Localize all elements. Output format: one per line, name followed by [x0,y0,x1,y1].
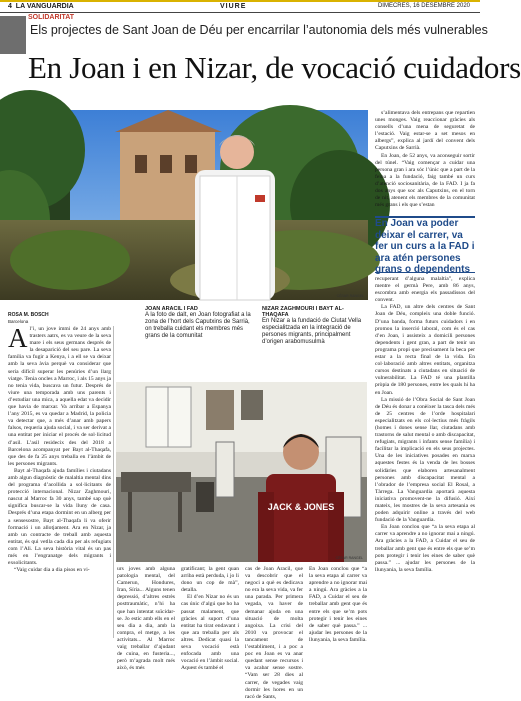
shirt-text: JACK & JONES [267,502,335,512]
caption-nizar [262,306,370,346]
right-para-2: En Joan, de 52 anys, va aconseguir sortir del túnel. “Vaig començar a cuidar una persona gran i ara sóc l’únic que a part de la feina a la fundació, faig també un curs d’atenció sociosanitària, de la FAD. I ja fa dos anys que soc als Caputxins, en el torn de nit, atenent els membres de la comunitat més grans i els que s’estan [375,152,475,209]
right-column-top [375,110,475,214]
body-column-4 [245,566,303,700]
top-accent-line [0,0,480,2]
drop-cap: A [8,323,28,353]
caption-joan-body: A la foto de dalt, en Joan fotografiat a la zona de l’hort dels Caputxins de Sarrià, on treballa cuidant els membres més grans de la comunitat [145,312,251,339]
folio-page [8,3,74,10]
body-para-5: gratificant; la gent quan arriba està perduda, i jo li dono un cop de mà”, detalla. [181,566,239,594]
caption-nizar-title: NIZAR ZAGHMOURI I BAYT AL-THAQAFA [262,306,344,318]
page-number: 4 [8,3,12,10]
photo-joan-illustration [0,110,368,300]
body-column-5 [309,566,367,643]
body-para-2: Bayt al-Thaqafa ajuda famílies i ciutadans amb algun diagnòstic de malaltia mental dins del programa d’acollida a sol·licitants de protecció internacional. Nizar Zaghmouri, nascut al Marroc fa 30 anys, també sap què significa buscar-se la vida lluny de casa. Després d’una etapa dormint en un alberg per a sensesostre, Bayt al-Thaqafa li va oferir formació i un allotjament. Ara en Nizar, ja amb un contracte de treball amb aquesta entitat, és qui vetlla cada dia per als refugiats com l’Ali. La seva història vital és un pas més en l’engranatge dels migrants i exsolicitants. [8,467,111,567]
body-para-1: l’i, un jove immi de 24 anys amb trasters aatrs, es va veure de la seva mare i els seus germans després de la desaparició del seu pare. La seva família va fugir a Kenya, i a ell se va deixar amb la seva àvia perquè va considerar que seria difícil superar les penúries d’un llarg viatge. Tenia oncles a Marroc, i als 15 anys ja no tenia vida, buscava un futur. Després de viure una temporada amb uns parents i d’estudiar una mica, a aquella edat va decidir que havia de marxar. Va arribar a Espanya l’any 2015, es va quedar a Madrid, la policia va detectar que, a més d’anar amb papers falsos, requeria ajuda social, i va ser derivat a una entitat per iniciar el procés de sol·licitud d’asil. L’asil residecix des del 2018 a Barcelona acompanyat per Bayt al-Thaqafa, que des de fa 25 anys treballa en l’àmbit de les persones migrants. [8,326,111,467]
body-column-1 [8,323,111,638]
right-para-5: La missió de l’Obra Social de Sant Joan de Déu és donar a conèixer la tasca dels més de 25 centres de l’orde hospitalari especialitzats en els col·lectius més fràgils (homes i dones sense llar, ciutadans amb trastorns de salut mental o amb discapacitat, refugiats, migrants i infants sense família) i facilitar la implicació en els seus projectes. Una de les iniciatives posades en marxa aquestes festes és la venda de les bosses solidàries que elaboren artesanalment persones amb discapacitat mental a l’obrador de l’empresa social El Rosal, a Tàrrega. La Vanguardia aportarà aquesta iniciativa promovent-ne la difusió. Així mateix, les mostres de la seva artesania es poden adquirir online a través del web fundació de la Vanguardia. [375,396,475,524]
caption-joan-title: JOAN ARACIL I FAD [145,306,198,312]
body-para-7: cas de Joan Aracil, que va descobrir que el negoci a què es dedicava no era la seva vida, va fer una parada. Per primera vegada, va haver de demanar ajuda en una situació de molta angoixa. La crisi del 2010 va provocar el tancament de l’establiment, i a poc a poc en Joan es va anar quedant sense recursos i va acabar sense sostre. “Vam ser 28 dies al carrer, de vegades vaig dormir les hores en un racó de Sants, [245,566,303,700]
byline-place: Barcelona [8,319,29,324]
body-para-3: “Vaig cuidar dia a dia pisos en vi- [14,567,90,574]
pull-quote: En Joan va poder deixar el carrer, va fer un curs a la FAD i ara atén persones grans o dependents [375,218,475,275]
right-para-6: En Joan conclou que “a la seva etapa al carrer va aprendre a no ignorar mai a ningú. Ara gràcies a la FAD, a Cuidar el seu de treballar amb gent que és entre els que se’m pots protegir i tenir les eines de saber què passa.” ... ajudar les persones de la llunyania, la seva família. [375,524,475,573]
body-para-6: El d’en Nizar no és un cas únic d’algú que ho ha passat malament, que gràcies al suport d’una entitat ha tirat endavant i que ara treballa per als altres. Dedicat quasi la seva vocació està enfocada amb una vocació en l’àmbit social. Aquest és també el [181,594,239,672]
photo-joan-garden [0,110,368,300]
pull-quote-rule-bottom [375,272,475,273]
folio-date: DIMECRES, 16 DESEMBRE 2020 [377,3,470,9]
article-subtitle: Els projectes de Sant Joan de Déu per encarrilar l’autonomia dels més vulnerables [30,23,488,37]
body-para-4: urs joves amb alguna patologia mental, del Camerun, Hondures, Iran, Síria... Alguns tenen depressió, d’altres estrès posttraumàtic, n’hi ha que han intentat suïcidar-se. Jo estic amb ells en el seu dia a dia, amb la compra, el metge, a les activitats... Al Marroc vaig treballar d’ajudant de cuina, en fusteria..., però m’agrada molt més això, és més [117,566,175,672]
caption-joan [145,306,253,340]
body-para-8: En Joan conclou que “a la seva etapa al carrer va aprendre a no ignorar mai a ningú. Ara gràcies a la FAD, a Cuidar el seu de treballar amb gent que és entre els que se’m pots protegir i tenir les eines de saber què passa.” ... ajudar les persones de la llunyania, la seva família. [309,566,367,643]
photo-nizar-illustration [116,382,367,562]
section-label: SOLIDARITAT [28,14,75,21]
body-column-3 [181,566,239,672]
byline-author: ROSA M. BOSCH [8,312,49,318]
photo-nizar-room [116,382,367,562]
gray-corner-block [0,16,26,54]
photo-top-credit: CÉSAR RANGEL [336,294,364,298]
right-column-bottom [375,276,475,638]
photo-bottom-credit: CÉSAR RANGEL [335,556,363,560]
article-headline: En Joan i en Nizar, de vocació cuidadors [28,50,521,85]
paper-name: LA VANGUARDIA [15,3,74,10]
right-para-3: recuperant d’alguna malaltia”, explica mentre el germà Pere, amb 86 anys, escombra amb energia els passadissos del convent. [375,276,475,304]
right-para-1: s’alimentava dels entrepans que repartien unes monges. Vaig reaccionar gràcies als consells d’una mena de seguretat de l’estació. Vaig estar-se a set mesos en albergs”, explica al jardí del convent dels Caputxins de Sarrià. [375,110,475,152]
body-column-2 [117,566,175,672]
folio-rule [0,12,480,13]
column-rule [113,326,114,638]
right-para-4: La FAD, un altre dels centres de Sant Joan de Déu, compleix una doble funció. D’una banda, forma futurs cuidadors i en promou la inserció laboral, com és el cas d’en Joan, i assisteix a domicili persones dependents i gent gran, a part de tenir un programa propi que precisament la beca per estar a la recta final de la vida. En col·laboració amb altres entitats, organitza cursos destinats a ciutadans en situació de vulnerabilitat. La FAD té una plantilla pròpia de 180 persones, entre les quals hi ha en Joan. [375,304,475,396]
folio-section: VIURE [220,3,247,10]
caption-nizar-body: En Nizar a la fundació de Ciutat Vella especialitzada en la integració de persones migrants, principalment d’origen arabomusulmà [262,318,362,345]
